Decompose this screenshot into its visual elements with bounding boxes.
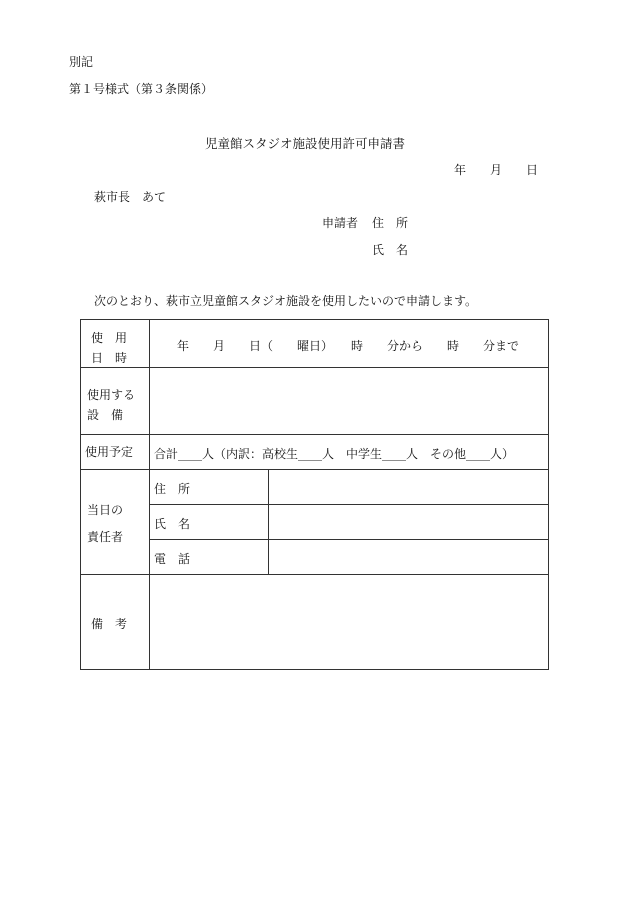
applicant-label: 申請者 xyxy=(322,216,359,230)
facility-label-2: 設 備 xyxy=(87,408,124,422)
responsible-address-field[interactable] xyxy=(271,471,546,503)
row-divider xyxy=(150,539,548,540)
appendix-label: 別記 xyxy=(69,55,94,69)
addressee: 萩市長 あて xyxy=(94,190,167,204)
facility-value-field[interactable] xyxy=(151,436,152,437)
usage-datetime-value[interactable]: 年 月 日（ 曜日） 時 分から 時 分まで xyxy=(177,339,520,353)
planned-users-label: 使用予定 xyxy=(85,445,134,459)
row-divider xyxy=(81,434,548,435)
responsible-label-2: 責任者 xyxy=(87,530,124,544)
responsible-name-label: 氏 名 xyxy=(154,517,191,531)
facility-label-1: 使用する xyxy=(87,388,136,402)
row-divider xyxy=(81,469,548,470)
application-table xyxy=(80,319,549,670)
date-month: 月 xyxy=(490,163,503,177)
applicant-address-label: 住 所 xyxy=(372,216,409,230)
responsible-name-field[interactable] xyxy=(271,506,546,538)
usage-datetime-label-2: 日 時 xyxy=(91,351,128,365)
column-divider xyxy=(268,469,269,574)
form-number: 第１号様式（第３条関係） xyxy=(69,82,214,96)
row-divider xyxy=(81,574,548,575)
column-divider xyxy=(149,320,150,669)
row-divider xyxy=(81,367,548,368)
date-day: 日 xyxy=(526,163,539,177)
document-title: 児童館スタジオ施設使用許可申請書 xyxy=(205,136,406,151)
responsible-phone-label: 電 話 xyxy=(154,552,191,566)
responsible-phone-field[interactable] xyxy=(271,541,546,573)
row-divider xyxy=(150,504,548,505)
intro-text: 次のとおり、萩市立児童館スタジオ施設を使用したいので申請します。 xyxy=(94,294,478,308)
planned-users-value[interactable]: 合計____人（内訳：高校生____人 中学生____人 その他____人） xyxy=(154,447,515,461)
applicant-name-label: 氏 名 xyxy=(372,243,409,257)
date-year: 年 xyxy=(454,163,467,177)
usage-datetime-label-1: 使 用 xyxy=(91,331,128,345)
responsible-address-label: 住 所 xyxy=(154,482,191,496)
remarks-field[interactable] xyxy=(151,576,546,668)
responsible-label-1: 当日の xyxy=(87,503,124,517)
remarks-label: 備 考 xyxy=(91,617,128,631)
